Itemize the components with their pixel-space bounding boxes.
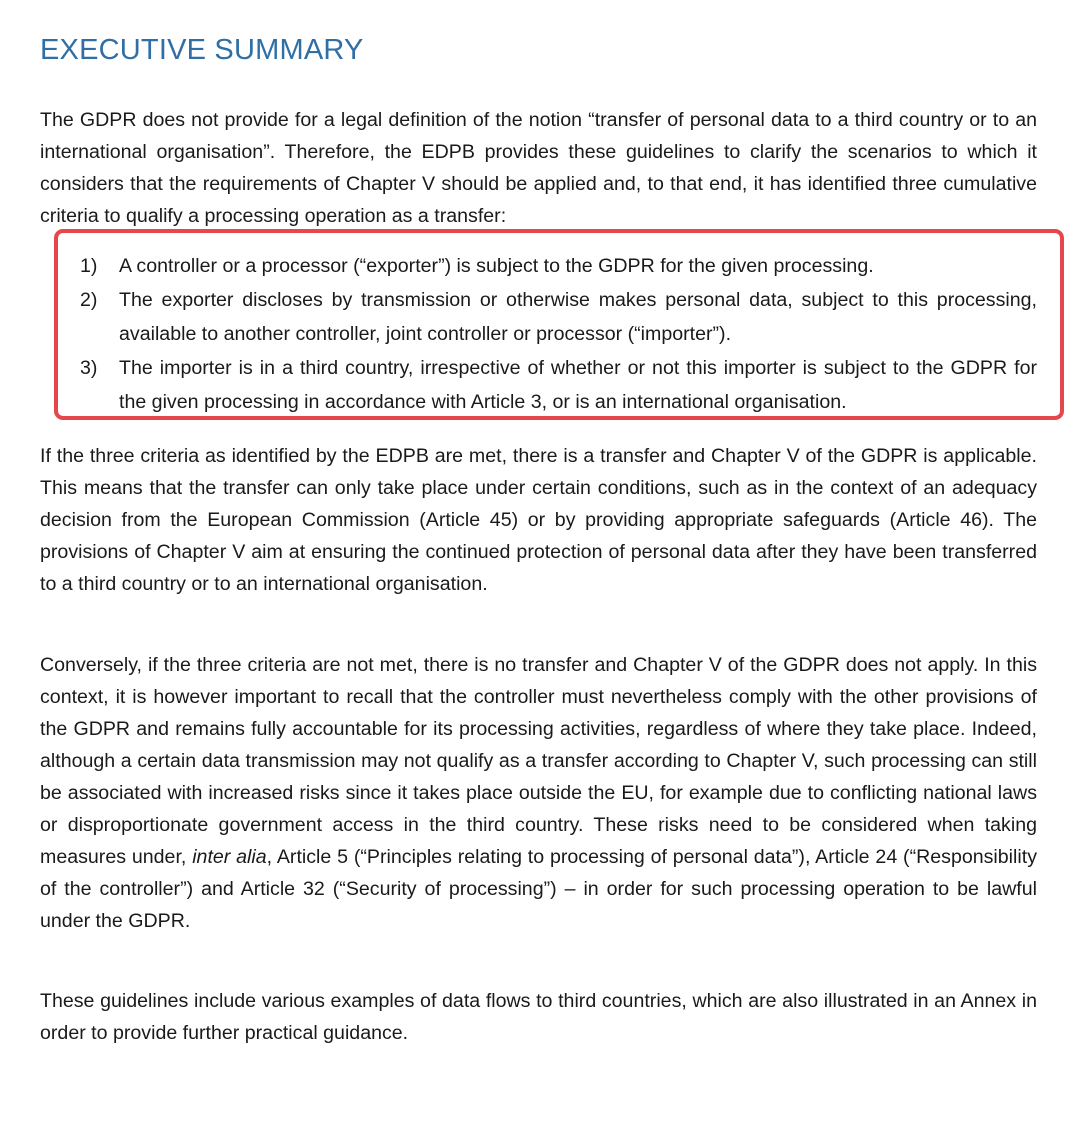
intro-paragraph: The GDPR does not provide for a legal definition of the notion “transfer of personal data to a third country or to an international organisation”. Therefore, the EDPB provides these guidelines to clarify the scenarios to which it considers that the requirements of Chapter V should be applied and, to that end, it has identified three cumulative criteria to qualify a processing operation as a transfer:	[40, 109, 1037, 227]
guidelines-examples-paragraph: These guidelines include various examples of data flows to third countries, which are also illustrated in an Annex in order to provide further practical guidance.	[40, 990, 1037, 1044]
para3-text-after: , Article 5 (“Principles relating to processing of personal data”), Article 24 (“Responsibility of the controller”) and Article 32 (“Security of processing”) – in order for such processing operation to be lawful under the GDPR.	[40, 846, 1037, 932]
highlight-box	[54, 229, 1064, 420]
criteria-number: 3)	[80, 357, 98, 379]
para3-text-before: Conversely, if the three criteria are not met, there is no transfer and Chapter V of the GDPR does not apply. In this context, it is however important to recall that the controller must nevertheless comply with the other provisions of the GDPR and remains fully accountable for its processing activities, regardless of where they take place. Indeed, although a certain data transmission may not qualify as a transfer according to Chapter V, such processing can still be associated with increased risks since it takes place outside the EU, for example due to conflicting national laws or disproportionate government access in the third country. These risks need to be considered when taking measures under,	[40, 654, 1037, 868]
criteria-not-met-paragraph	[40, 649, 1037, 937]
criteria-text: A controller or a processor (“exporter”) is subject to the GDPR for the given processing.	[119, 255, 874, 277]
para3-italic-term: inter alia	[192, 846, 267, 868]
criteria-text: The exporter discloses by transmission or otherwise makes personal data, subject to this processing, available to another controller, joint controller or processor (“importer”).	[119, 289, 1037, 345]
criteria-met-paragraph: If the three criteria as identified by the EDPB are met, there is a transfer and Chapter V of the GDPR is applicable. This means that the transfer can only take place under certain conditions, such as in the context of an adequacy decision from the European Commission (Article 45) or by providing appropriate safeguards (Article 46). The provisions of Chapter V aim at ensuring the continued protection of personal data after they have been transferred to a third country or to an international organisation.	[40, 445, 1037, 595]
criteria-text: The importer is in a third country, irrespective of whether or not this importer is subject to the GDPR for the given processing in accordance with Article 3, or is an international organisation.	[119, 357, 1037, 413]
criteria-number: 2)	[80, 289, 98, 311]
section-heading: EXECUTIVE SUMMARY	[40, 34, 364, 66]
criteria-number: 1)	[80, 255, 98, 277]
